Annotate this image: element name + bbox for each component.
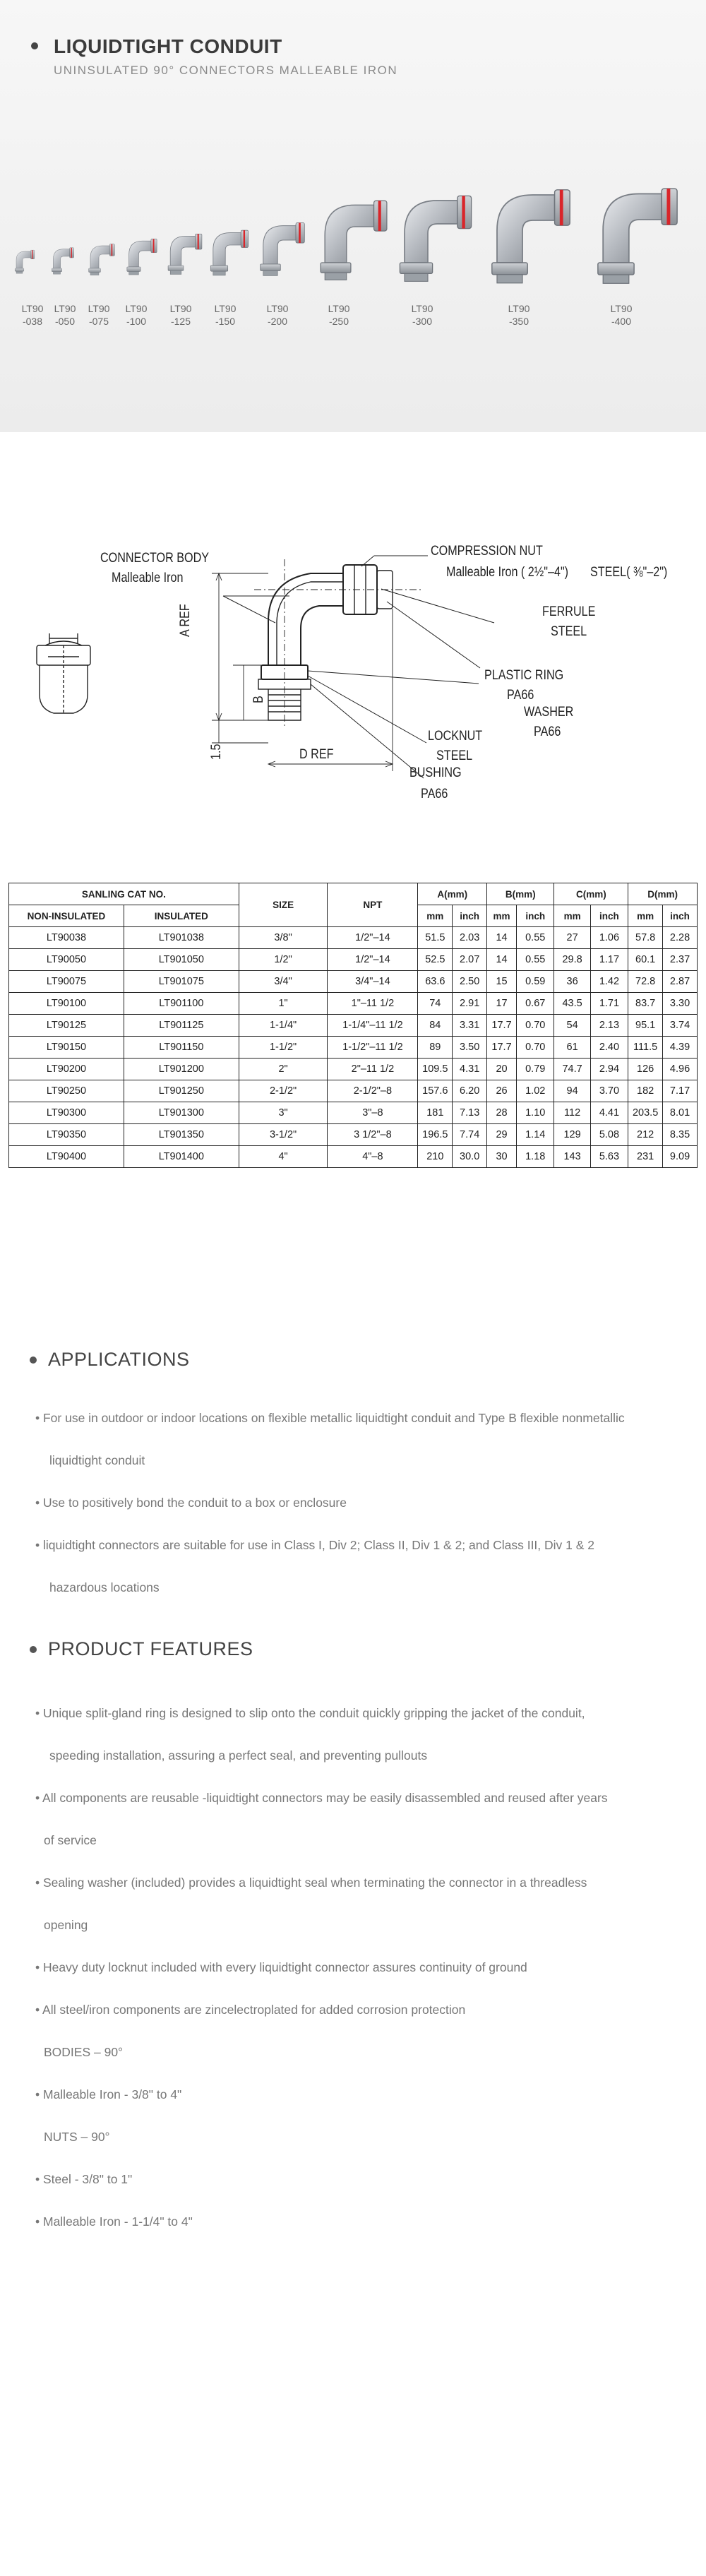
table-cell: 1.06 <box>590 927 628 949</box>
features-list <box>35 1692 699 2243</box>
table-cell: 74.7 <box>554 1059 590 1080</box>
list-item: NUTS – 90° <box>44 2130 110 2144</box>
table-cell: 3/4"–14 <box>328 971 418 993</box>
table-cell: LT901075 <box>124 971 239 993</box>
table-cell: 15 <box>487 971 517 993</box>
table-cell: LT90038 <box>9 927 124 949</box>
table-cell: 212 <box>628 1124 663 1146</box>
list-item: • Steel - 3/8" to 1" <box>35 2172 133 2186</box>
table-cell: 129 <box>554 1124 590 1146</box>
table-cell: LT901350 <box>124 1124 239 1146</box>
table-cell: 3.31 <box>453 1015 487 1037</box>
table-cell: LT901400 <box>124 1146 239 1168</box>
label-connector-body: CONNECTOR BODY <box>100 551 210 566</box>
product-label: LT90 -250 <box>328 303 350 327</box>
list-item: • Use to positively bond the conduit to a box or enclosure <box>35 1496 347 1510</box>
table-cell: 126 <box>628 1059 663 1080</box>
table-cell: 2.50 <box>453 971 487 993</box>
table-cell: 26 <box>487 1080 517 1102</box>
label-1-5: 1.5 <box>209 744 224 760</box>
table-cell: 27 <box>554 927 590 949</box>
label-washer: WASHER <box>524 705 574 720</box>
table-cell: 1.14 <box>516 1124 554 1146</box>
product-lt90-400 <box>598 189 677 283</box>
unit-inch: inch <box>663 905 698 927</box>
list-item: • All steel/iron components are zincelectroplated for added corrosion protection <box>35 2003 466 2017</box>
list-item: • liquidtight connectors are suitable for use in Class I, Div 2; Class II, Div 1 & 2; and Class III, Div 1 & 2 <box>35 1538 595 1552</box>
table-cell: LT901250 <box>124 1080 239 1102</box>
table-cell: 72.8 <box>628 971 663 993</box>
table-cell: 1-1/2"–11 1/2 <box>328 1037 418 1059</box>
spec-table-body <box>9 927 698 1168</box>
table-cell: 52.5 <box>418 949 453 971</box>
unit-mm: mm <box>487 905 517 927</box>
label-bushing: BUSHING <box>409 765 462 780</box>
table-row <box>9 1124 698 1146</box>
list-item: • Sealing washer (included) provides a liquidtight seal when terminating the connector in a threadless <box>35 1876 587 1890</box>
table-cell: 20 <box>487 1059 517 1080</box>
table-cell: 181 <box>418 1102 453 1124</box>
table-cell: 1.17 <box>590 949 628 971</box>
table-cell: 3 1/2"–8 <box>328 1124 418 1146</box>
table-row <box>9 949 698 971</box>
table-cell: 112 <box>554 1102 590 1124</box>
table-cell: 14 <box>487 949 517 971</box>
product-label: LT90 -400 <box>610 303 633 327</box>
product-lt90-050 <box>52 248 73 274</box>
product-label: LT90 -038 <box>21 303 44 327</box>
table-cell: 0.55 <box>516 949 554 971</box>
applications-list <box>35 1397 699 1609</box>
list-item: • Malleable Iron - 1-1/4" to 4" <box>35 2214 193 2229</box>
table-cell: LT901150 <box>124 1037 239 1059</box>
table-cell: 1/2"–14 <box>328 927 418 949</box>
table-cell: 196.5 <box>418 1124 453 1146</box>
list-item: • All components are reusable -liquidtight connectors may be easily disassembled and reused after years <box>35 1791 608 1805</box>
table-cell: 2.94 <box>590 1059 628 1080</box>
table-cell: 2.40 <box>590 1037 628 1059</box>
table-cell: 0.59 <box>516 971 554 993</box>
product-label: LT90 -300 <box>411 303 433 327</box>
list-item: • For use in outdoor or indoor locations on flexible metallic liquidtight conduit and Type B flexible nonmetallic <box>35 1411 625 1425</box>
product-lt90-100 <box>127 239 157 275</box>
table-cell: 2-1/2"–8 <box>328 1080 418 1102</box>
bullet-icon <box>30 1356 37 1364</box>
header-a: A(mm) <box>418 883 487 905</box>
table-cell: 0.70 <box>516 1037 554 1059</box>
table-cell: 182 <box>628 1080 663 1102</box>
table-cell: 4.39 <box>663 1037 698 1059</box>
header-d: D(mm) <box>628 883 698 905</box>
list-item: hazardous locations <box>49 1580 160 1594</box>
table-cell: 3/8" <box>239 927 328 949</box>
table-cell: 63.6 <box>418 971 453 993</box>
table-cell: LT90350 <box>9 1124 124 1146</box>
label-washer-material: PA66 <box>534 724 561 739</box>
product-lt90-075 <box>89 244 115 275</box>
unit-mm: mm <box>628 905 663 927</box>
header-size: SIZE <box>239 883 328 927</box>
table-cell: 0.67 <box>516 993 554 1015</box>
table-row <box>9 1080 698 1102</box>
table-cell: 8.01 <box>663 1102 698 1124</box>
table-cell: 1" <box>239 993 328 1015</box>
table-cell: 89 <box>418 1037 453 1059</box>
list-item: speeding installation, assuring a perfect seal, and preventing pullouts <box>49 1748 428 1763</box>
product-label: LT90 -150 <box>214 303 237 327</box>
table-cell: 4"–8 <box>328 1146 418 1168</box>
table-cell: 7.17 <box>663 1080 698 1102</box>
table-cell: 1-1/4" <box>239 1015 328 1037</box>
table-cell: LT901300 <box>124 1102 239 1124</box>
label-ferrule: FERRULE <box>542 604 596 619</box>
table-cell: 1.18 <box>516 1146 554 1168</box>
table-cell: 4" <box>239 1146 328 1168</box>
header-npt: NPT <box>328 883 418 927</box>
table-cell: 29.8 <box>554 949 590 971</box>
table-cell: 2.28 <box>663 927 698 949</box>
label-locknut-material: STEEL <box>436 749 473 763</box>
unit-inch: inch <box>590 905 628 927</box>
table-cell: 111.5 <box>628 1037 663 1059</box>
product-label: LT90 -350 <box>508 303 530 327</box>
label-ferrule-material: STEEL <box>551 624 587 639</box>
label-locknut: LOCKNUT <box>428 729 483 744</box>
table-cell: LT901200 <box>124 1059 239 1080</box>
product-lt90-038 <box>15 250 35 273</box>
table-cell: 2-1/2" <box>239 1080 328 1102</box>
table-row <box>9 1059 698 1080</box>
product-lt90-250 <box>321 201 387 280</box>
table-cell: 4.31 <box>453 1059 487 1080</box>
table-cell: 2.37 <box>663 949 698 971</box>
table-cell: LT901038 <box>124 927 239 949</box>
table-cell: 74 <box>418 993 453 1015</box>
table-cell: 4.96 <box>663 1059 698 1080</box>
label-plastic-ring-material: PA66 <box>507 688 534 703</box>
table-cell: 7.13 <box>453 1102 487 1124</box>
table-row <box>9 993 698 1015</box>
table-cell: 1.71 <box>590 993 628 1015</box>
table-cell: LT901100 <box>124 993 239 1015</box>
bullet-icon <box>30 1646 37 1653</box>
table-cell: 2"–11 1/2 <box>328 1059 418 1080</box>
product-label: LT90 -125 <box>169 303 192 327</box>
table-cell: LT90400 <box>9 1146 124 1168</box>
table-cell: 8.35 <box>663 1124 698 1146</box>
table-cell: LT901050 <box>124 949 239 971</box>
table-cell: 84 <box>418 1015 453 1037</box>
table-cell: 17.7 <box>487 1015 517 1037</box>
page-subtitle: UNINSULATED 90° CONNECTORS MALLEABLE IRON <box>54 64 398 77</box>
table-cell: 5.63 <box>590 1146 628 1168</box>
table-cell: 1.02 <box>516 1080 554 1102</box>
table-cell: 51.5 <box>418 927 453 949</box>
list-item: • Heavy duty locknut included with every liquidtight connector assures continuity of ground <box>35 1960 527 1974</box>
label-bushing-material: PA66 <box>421 787 448 801</box>
table-cell: 3"–8 <box>328 1102 418 1124</box>
product-lt90-350 <box>492 190 570 283</box>
table-cell: LT90050 <box>9 949 124 971</box>
table-cell: LT90150 <box>9 1037 124 1059</box>
list-item: BODIES – 90° <box>44 2045 124 2059</box>
table-cell: 17 <box>487 993 517 1015</box>
table-cell: 5.08 <box>590 1124 628 1146</box>
product-label: LT90 -075 <box>88 303 110 327</box>
unit-inch: inch <box>516 905 554 927</box>
table-cell: 0.79 <box>516 1059 554 1080</box>
product-label: LT90 -100 <box>125 303 148 327</box>
list-item: of service <box>44 1833 97 1847</box>
table-cell: 1.42 <box>590 971 628 993</box>
table-cell: 3.74 <box>663 1015 698 1037</box>
table-row <box>9 1146 698 1168</box>
connector-drawing <box>0 432 706 863</box>
table-cell: 2.07 <box>453 949 487 971</box>
table-cell: 2.91 <box>453 993 487 1015</box>
product-lt90-125 <box>168 234 202 274</box>
table-cell: 30 <box>487 1146 517 1168</box>
table-cell: 1-1/4"–11 1/2 <box>328 1015 418 1037</box>
table-cell: LT90125 <box>9 1015 124 1037</box>
applications-title: APPLICATIONS <box>48 1349 190 1370</box>
table-cell: 3" <box>239 1102 328 1124</box>
table-cell: 2.03 <box>453 927 487 949</box>
unit-mm: mm <box>554 905 590 927</box>
products-illustration <box>0 0 706 432</box>
label-b: B <box>251 696 266 703</box>
list-item: • Unique split-gland ring is designed to slip onto the conduit quickly gripping the jacket of the conduit, <box>35 1706 585 1720</box>
table-cell: 231 <box>628 1146 663 1168</box>
header-b: B(mm) <box>487 883 554 905</box>
table-cell: 1-1/2" <box>239 1037 328 1059</box>
table-row <box>9 1102 698 1124</box>
header-noninsulated: NON-INSULATED <box>9 905 124 927</box>
table-cell: 17.7 <box>487 1037 517 1059</box>
table-cell: LT90250 <box>9 1080 124 1102</box>
table-cell: 1.10 <box>516 1102 554 1124</box>
table-cell: 54 <box>554 1015 590 1037</box>
table-row <box>9 1037 698 1059</box>
product-lt90-300 <box>400 196 471 281</box>
label-compression-nut-material: Malleable Iron ( 2½"–4") <box>446 565 569 580</box>
label-d-ref: D REF <box>299 747 334 762</box>
list-item: • Malleable Iron - 3/8" to 4" <box>35 2087 182 2101</box>
table-cell: 14 <box>487 927 517 949</box>
header-c: C(mm) <box>554 883 628 905</box>
table-row <box>9 927 698 949</box>
table-cell: LT90300 <box>9 1102 124 1124</box>
page-title: LIQUIDTIGHT CONDUIT <box>54 35 282 57</box>
table-cell: 3.70 <box>590 1080 628 1102</box>
label-plastic-ring: PLASTIC RING <box>484 668 564 683</box>
table-cell: 0.55 <box>516 927 554 949</box>
table-cell: 28 <box>487 1102 517 1124</box>
table-cell: LT90075 <box>9 971 124 993</box>
label-malleable-iron: Malleable Iron <box>112 571 184 585</box>
product-lt90-150 <box>210 230 248 275</box>
product-lt90-200 <box>261 223 305 276</box>
table-cell: 36 <box>554 971 590 993</box>
table-cell: LT90200 <box>9 1059 124 1080</box>
table-cell: 0.70 <box>516 1015 554 1037</box>
table-cell: 143 <box>554 1146 590 1168</box>
table-row <box>9 971 698 993</box>
label-a-ref: A REF <box>178 604 193 637</box>
table-cell: LT90100 <box>9 993 124 1015</box>
product-label: LT90 -050 <box>54 303 76 327</box>
table-cell: 4.41 <box>590 1102 628 1124</box>
label-compression-nut: COMPRESSION NUT <box>431 544 543 559</box>
table-cell: 1/2"–14 <box>328 949 418 971</box>
table-cell: 2" <box>239 1059 328 1080</box>
technical-diagram <box>0 432 706 863</box>
list-item: opening <box>44 1918 88 1932</box>
table-cell: 57.8 <box>628 927 663 949</box>
table-cell: 3-1/2" <box>239 1124 328 1146</box>
table-cell: 2.87 <box>663 971 698 993</box>
table-cell: 94 <box>554 1080 590 1102</box>
unit-mm: mm <box>418 905 453 927</box>
table-cell: 95.1 <box>628 1015 663 1037</box>
table-cell: 7.74 <box>453 1124 487 1146</box>
list-item: liquidtight conduit <box>49 1453 145 1467</box>
table-cell: 157.6 <box>418 1080 453 1102</box>
table-cell: 60.1 <box>628 949 663 971</box>
table-row <box>9 1015 698 1037</box>
table-cell: 203.5 <box>628 1102 663 1124</box>
table-cell: 1"–11 1/2 <box>328 993 418 1015</box>
hero-banner <box>0 0 706 432</box>
table-cell: 2.13 <box>590 1015 628 1037</box>
header-insulated: INSULATED <box>124 905 239 927</box>
features-title: PRODUCT FEATURES <box>48 1638 253 1659</box>
table-cell: 3.30 <box>663 993 698 1015</box>
table-cell: 210 <box>418 1146 453 1168</box>
table-cell: 61 <box>554 1037 590 1059</box>
table-cell: 6.20 <box>453 1080 487 1102</box>
unit-inch: inch <box>453 905 487 927</box>
header-catno: SANLING CAT NO. <box>9 883 239 905</box>
table-cell: 30.0 <box>453 1146 487 1168</box>
table-cell: 1/2" <box>239 949 328 971</box>
product-label: LT90 -200 <box>266 303 289 327</box>
table-cell: LT901125 <box>124 1015 239 1037</box>
table-cell: 3.50 <box>453 1037 487 1059</box>
table-cell: 9.09 <box>663 1146 698 1168</box>
table-cell: 83.7 <box>628 993 663 1015</box>
table-cell: 3/4" <box>239 971 328 993</box>
table-cell: 109.5 <box>418 1059 453 1080</box>
table-cell: 43.5 <box>554 993 590 1015</box>
label-compression-nut-steel: STEEL( ⅜"–2") <box>590 565 668 580</box>
spec-table <box>8 883 698 1168</box>
table-cell: 29 <box>487 1124 517 1146</box>
